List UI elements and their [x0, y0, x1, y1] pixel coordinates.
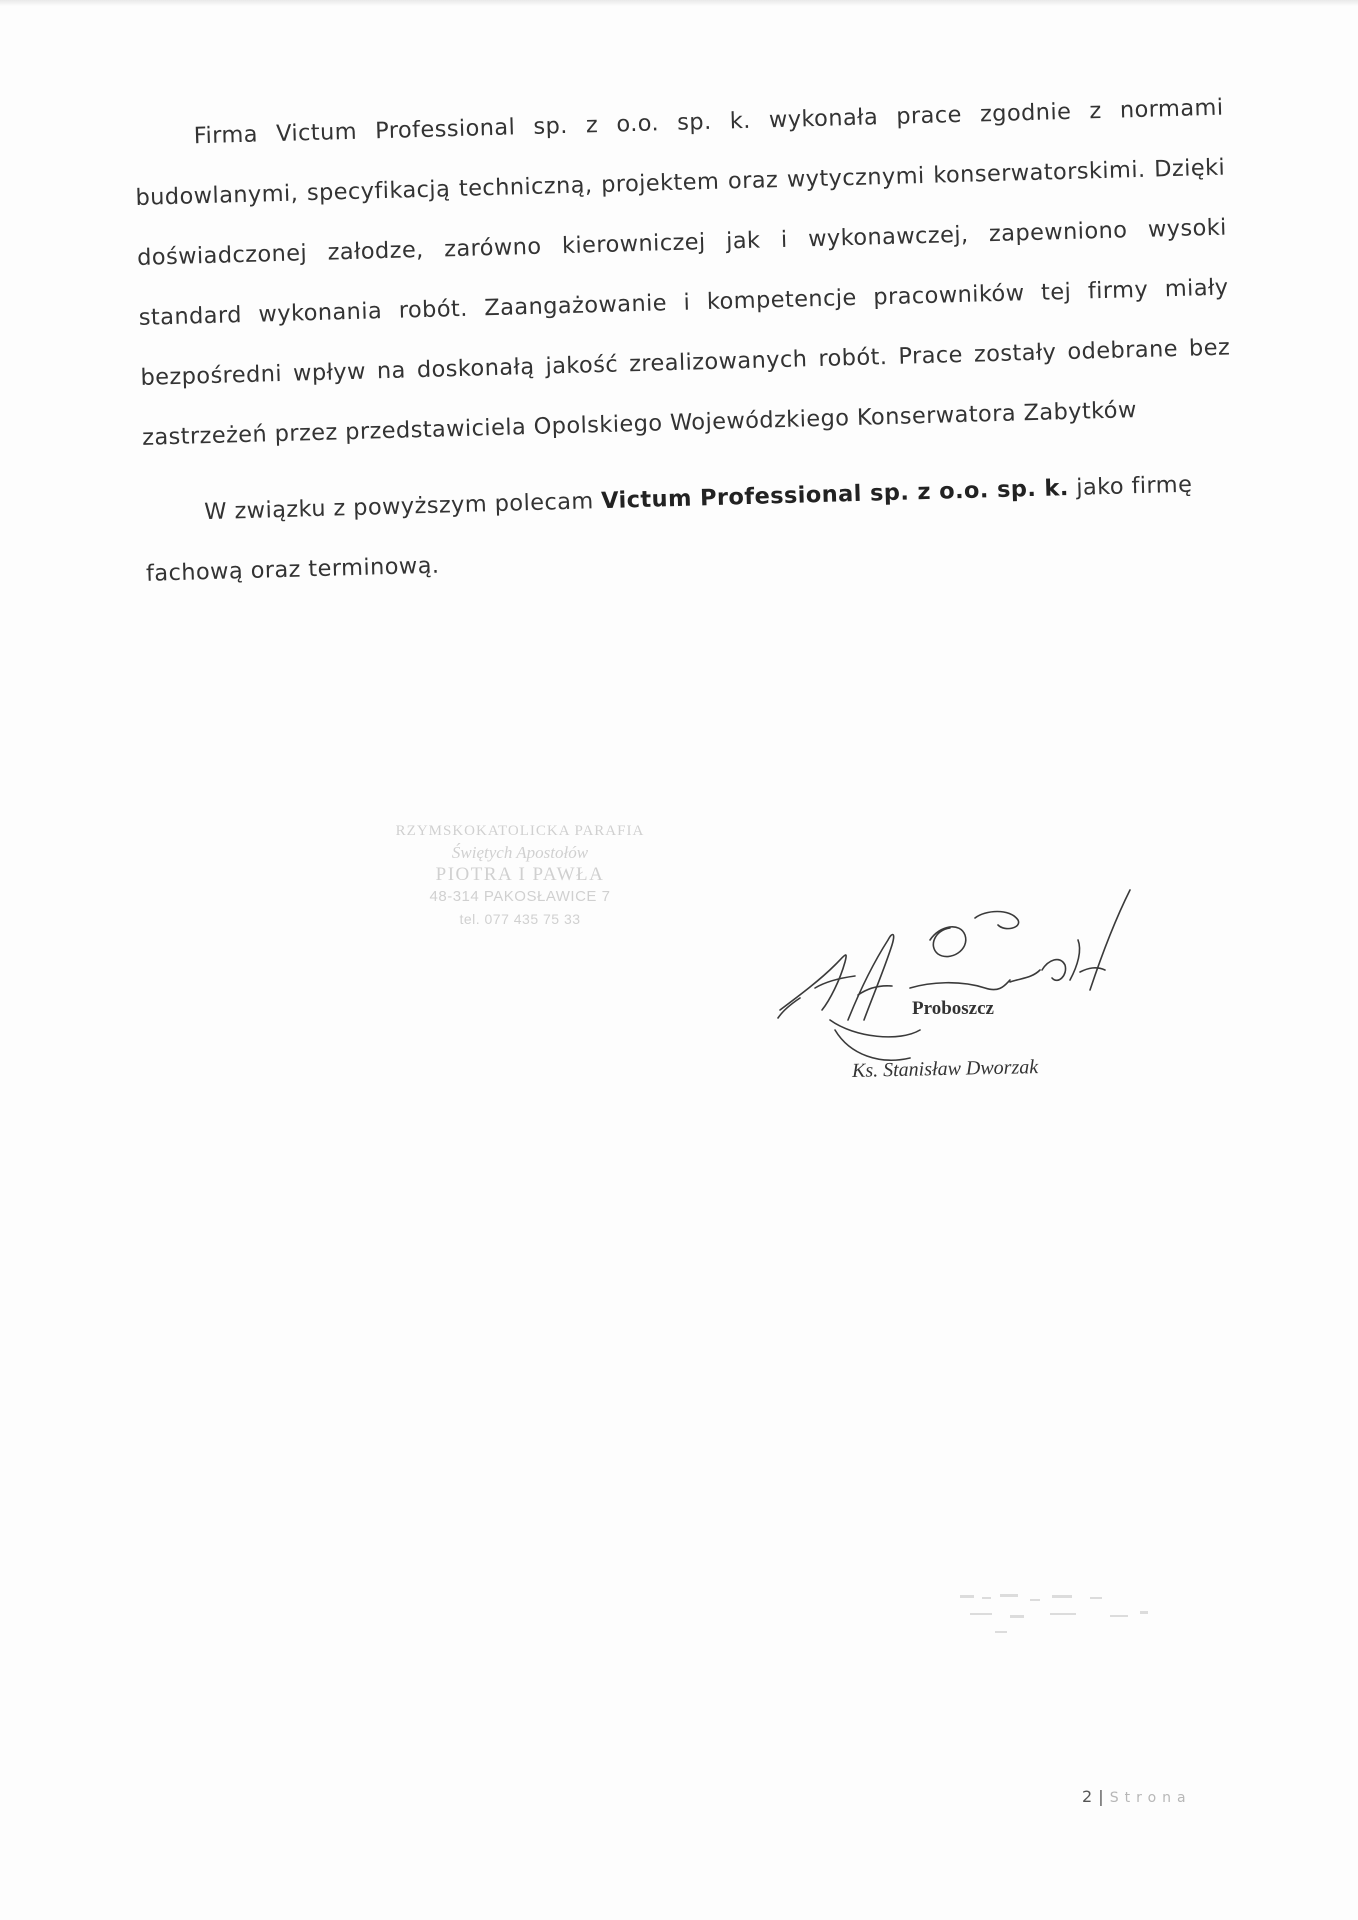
- signer-role: Proboszcz: [912, 998, 994, 1019]
- page-label: Strona: [1109, 1790, 1192, 1806]
- page-footer: [1082, 1787, 1192, 1806]
- stamp-line-2: Świętych Apostołów: [451, 843, 589, 862]
- company-name: Victum Professional sp. z o.o. sp. k.: [600, 475, 1070, 515]
- paragraph-1: Firma Victum Professional sp. z o.o. sp. k. wykonała prace zgodnie z normami budowlanymi, specyfikacją techniczną, projektem oraz wytycznymi konserwatorskimi. Dzięki doświadczonej załodze, zarówno kierowniczej jak i wykonawczej, zapewniono wysoki standard wykonania robót. Zaangażowanie i kompetencje pracowników tej firmy miały bezpośredni wpływ na doskonałą jakość zrealizowanych robót. Prace zostały odebrane bez zastrzeżeń przez przedstawiciela Opolskiego Wojewódzkiego Konserwatora Zabytków: [135, 94, 1231, 451]
- stamp-line-4: 48-314 PAKOSŁAWICE 7: [429, 888, 611, 905]
- letter-body: [133, 78, 1236, 604]
- stamp-line-1: RZYMSKOKATOLICKA PARAFIA: [395, 823, 645, 839]
- signer-name: Ks. Stanisław Dworzak: [851, 1056, 1039, 1082]
- scan-top-edge: [0, 0, 1358, 6]
- paragraph-2: [143, 453, 1236, 603]
- stamp-line-5: tel. 077 435 75 33: [459, 911, 581, 927]
- paragraph-2-tail: jako firmę fachową oraz terminową.: [145, 471, 1193, 587]
- footer-separator: |: [1098, 1787, 1105, 1806]
- paragraph-2-lead: W związku z powyższym polecam: [203, 488, 602, 526]
- page-number: 2: [1082, 1787, 1093, 1806]
- stamp-line-3: PIOTRA I PAWŁA: [435, 864, 605, 885]
- handwritten-signature: [760, 870, 1180, 1070]
- parish-stamp: [360, 820, 680, 930]
- faint-scan-marks: [940, 1585, 1170, 1645]
